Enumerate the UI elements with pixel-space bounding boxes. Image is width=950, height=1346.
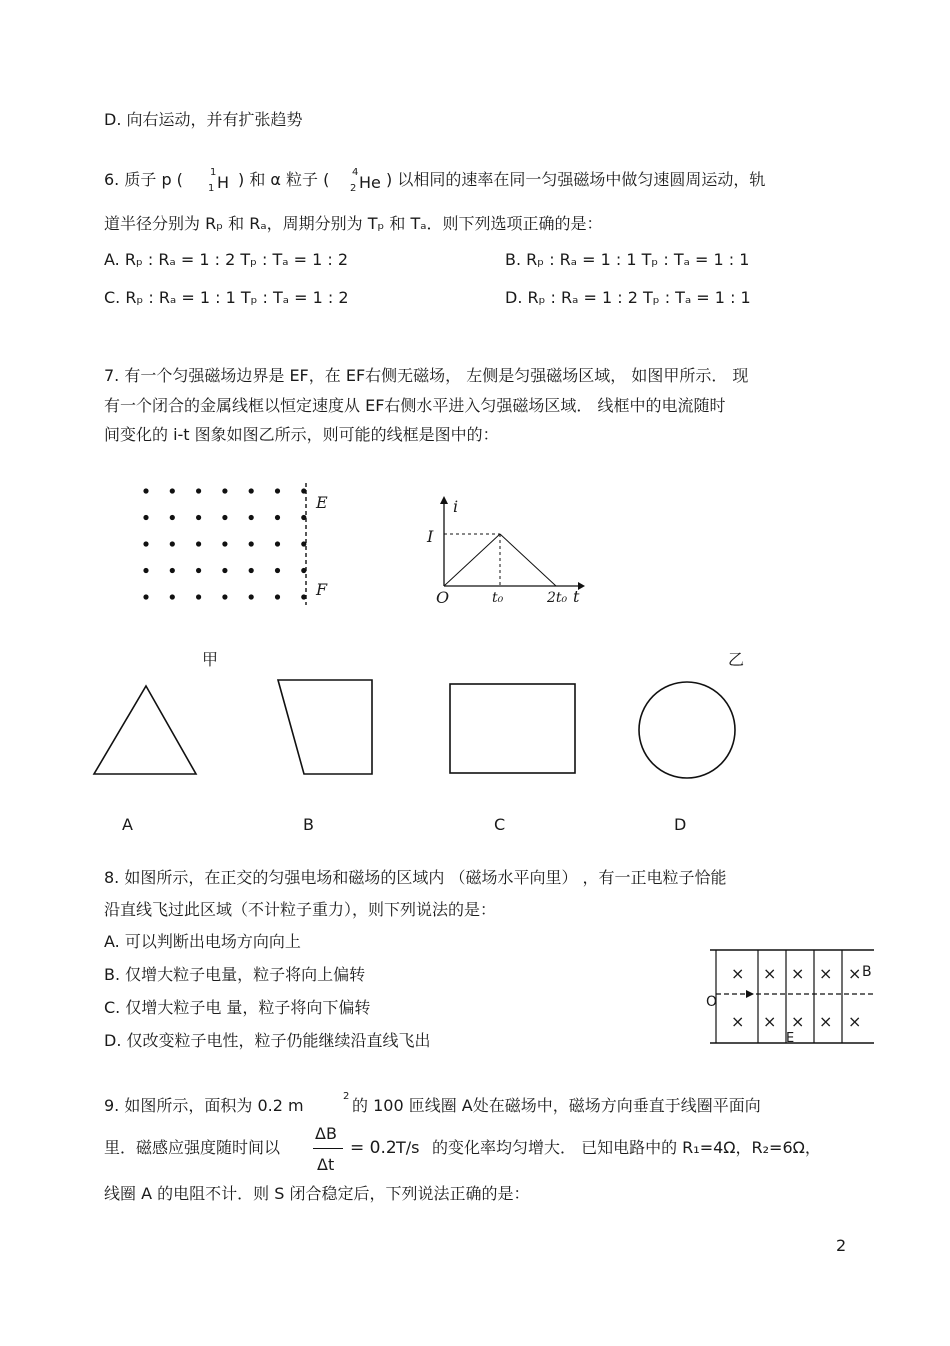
shape-a-triangle xyxy=(94,686,196,774)
field-dot xyxy=(170,594,175,599)
fraction-numerator: ΔB xyxy=(315,1124,337,1143)
q6-line2: 道半径分别为 Rₚ 和 Rₐ，周期分别为 Tₚ 和 Tₐ．则下列选项正确的是： xyxy=(104,214,603,233)
field-dot xyxy=(275,541,280,546)
field-dot xyxy=(275,515,280,520)
shape-label-c: C xyxy=(494,815,506,834)
label-e-field: E xyxy=(786,1031,795,1046)
q9-area-exponent: 2 xyxy=(343,1091,350,1102)
q6-line1-mid: ) 和 α 粒子 ( xyxy=(238,170,330,189)
alpha-mass-number: 4 xyxy=(352,167,359,178)
i-axis-arrow xyxy=(440,496,448,504)
proton-charge-number: 1 xyxy=(208,183,215,194)
field-cross-icon: × xyxy=(819,964,833,983)
shape-d-circle xyxy=(639,682,735,778)
field-dot xyxy=(249,541,254,546)
field-cross-icon: × xyxy=(848,964,862,983)
alpha-symbol: He xyxy=(359,173,381,192)
field-dot xyxy=(196,515,201,520)
current-rise xyxy=(444,534,500,586)
field-dot xyxy=(222,594,227,599)
q9-line3: 线圈 A 的电阻不计．则 S 闭合稳定后，下列说法正确的是： xyxy=(104,1184,530,1203)
field-cross-icon: × xyxy=(731,1012,745,1031)
label-o: O xyxy=(706,994,718,1010)
q9-line1-post: 的 100 匝线圈 A处在磁场中，磁场方向垂直于线圈平面向 xyxy=(352,1096,761,1115)
q7-line3: 间变化的 i-t 图象如图乙所示，则可能的线框是图中的： xyxy=(104,425,499,444)
q9-line2-pre: 里．磁感应强度随时间以 xyxy=(104,1138,281,1157)
figure-jia-magnetic-field xyxy=(130,475,470,615)
field-dot xyxy=(170,541,175,546)
q8-line2: 沿直线飞过此区域（不计粒子重力），则下列说法的是： xyxy=(104,900,497,919)
field-dot xyxy=(143,515,148,520)
q8-option-c: C. 仅增大粒子电 量，粒子将向下偏转 xyxy=(104,998,371,1017)
field-dot xyxy=(143,594,148,599)
q7-line2: 有一个闭合的金属线框以恒定速度从 EF右侧水平进入匀强磁场区域． 线框中的电流随时 xyxy=(104,396,726,415)
axis-t-label: t xyxy=(573,587,580,606)
q9-line1-pre: 9. 如图所示，面积为 0.2 m xyxy=(104,1096,304,1115)
label-e: E xyxy=(316,493,328,512)
field-dots xyxy=(143,488,306,599)
field-dot xyxy=(196,594,201,599)
alpha-charge-number: 2 xyxy=(350,183,357,194)
caption-yi: 乙 xyxy=(728,650,745,669)
field-dot xyxy=(222,541,227,546)
caption-jia: 甲 xyxy=(202,650,219,669)
field-dot xyxy=(222,515,227,520)
field-dot xyxy=(143,488,148,493)
field-dot xyxy=(170,568,175,573)
field-dot xyxy=(196,568,201,573)
tick-t0: t₀ xyxy=(492,590,504,606)
q8-line1: 8. 如图所示，在正交的匀强电场和磁场的区域内 （磁场水平向里） ，有一正电粒子恰能 xyxy=(104,868,727,887)
field-dot xyxy=(275,488,280,493)
fraction-equals-value: = 0.2 xyxy=(350,1138,397,1158)
q6-line1-pre: 6. 质子 p ( xyxy=(104,170,183,189)
shape-c-rectangle xyxy=(450,684,575,773)
rate-unit: T/s xyxy=(396,1138,420,1157)
proton-symbol: H xyxy=(217,173,230,192)
field-dot xyxy=(249,488,254,493)
shape-label-b: B xyxy=(303,815,314,834)
field-dot xyxy=(170,515,175,520)
q8-option-d: D. 仅改变粒子电性，粒子仍能继续沿直线飞出 xyxy=(104,1031,431,1050)
velocity-arrow xyxy=(746,990,754,998)
field-cross-icon: × xyxy=(791,1012,805,1031)
field-dot xyxy=(143,568,148,573)
field-dot xyxy=(170,488,175,493)
field-cross-icon: × xyxy=(731,964,745,983)
proton-mass-number: 1 xyxy=(210,167,217,178)
field-cross-icon: × xyxy=(763,964,777,983)
q9-line2-post: 的变化率均匀增大． 已知电路中的 R₁=4Ω，R₂=6Ω， xyxy=(432,1138,821,1157)
label-b: B xyxy=(862,964,872,980)
shape-label-d: D xyxy=(674,815,687,834)
field-cross-icon: × xyxy=(848,1012,862,1031)
q6-option-a: A. Rₚ : Rₐ = 1 : 2 Tₚ : Tₐ = 1 : 2 xyxy=(104,250,349,269)
q6-line1-post: ) 以相同的速率在同一匀强磁场中做匀速圆周运动，轨 xyxy=(386,170,766,189)
field-cross-icon: × xyxy=(819,1012,833,1031)
q8-option-a: A. 可以判断出电场方向向上 xyxy=(104,932,301,951)
q8-option-b: B. 仅增大粒子电量，粒子将向上偏转 xyxy=(104,965,366,984)
field-dot xyxy=(222,488,227,493)
field-dot xyxy=(249,515,254,520)
field-dot xyxy=(275,568,280,573)
field-dot xyxy=(222,568,227,573)
field-cross-icon: × xyxy=(791,964,805,983)
current-fall xyxy=(500,534,556,586)
label-f: F xyxy=(316,580,328,599)
field-dot xyxy=(249,568,254,573)
q6-option-c: C. Rₚ : Rₐ = 1 : 1 Tₚ : Tₐ = 1 : 2 xyxy=(104,288,349,307)
field-dot xyxy=(275,594,280,599)
shape-label-a: A xyxy=(122,815,133,834)
tick-2t0: 2t₀ xyxy=(547,590,568,606)
field-cross-icon: × xyxy=(763,1012,777,1031)
field-dot xyxy=(196,488,201,493)
field-dot xyxy=(196,541,201,546)
q6-option-b: B. Rₚ : Rₐ = 1 : 1 Tₚ : Tₐ = 1 : 1 xyxy=(505,250,750,269)
field-dot xyxy=(143,541,148,546)
shape-b-trapezoid xyxy=(278,680,372,774)
page-number: 2 xyxy=(836,1236,847,1255)
origin-label: O xyxy=(436,588,450,607)
frame-shapes xyxy=(90,675,850,785)
fraction-bar xyxy=(313,1148,343,1149)
level-i-label: I xyxy=(427,527,434,546)
q6-option-d: D. Rₚ : Rₐ = 1 : 2 Tₚ : Tₐ = 1 : 1 xyxy=(505,288,751,307)
fraction-denominator: Δt xyxy=(317,1155,335,1174)
axis-i-label: i xyxy=(453,497,459,516)
q5-option-d: D. 向右运动，并有扩张趋势 xyxy=(104,110,303,129)
field-dot xyxy=(249,594,254,599)
q7-line1: 7. 有一个匀强磁场边界是 EF，在 EF右侧无磁场， 左侧是匀强磁场区域， 如图甲所示． 现 xyxy=(104,366,749,385)
